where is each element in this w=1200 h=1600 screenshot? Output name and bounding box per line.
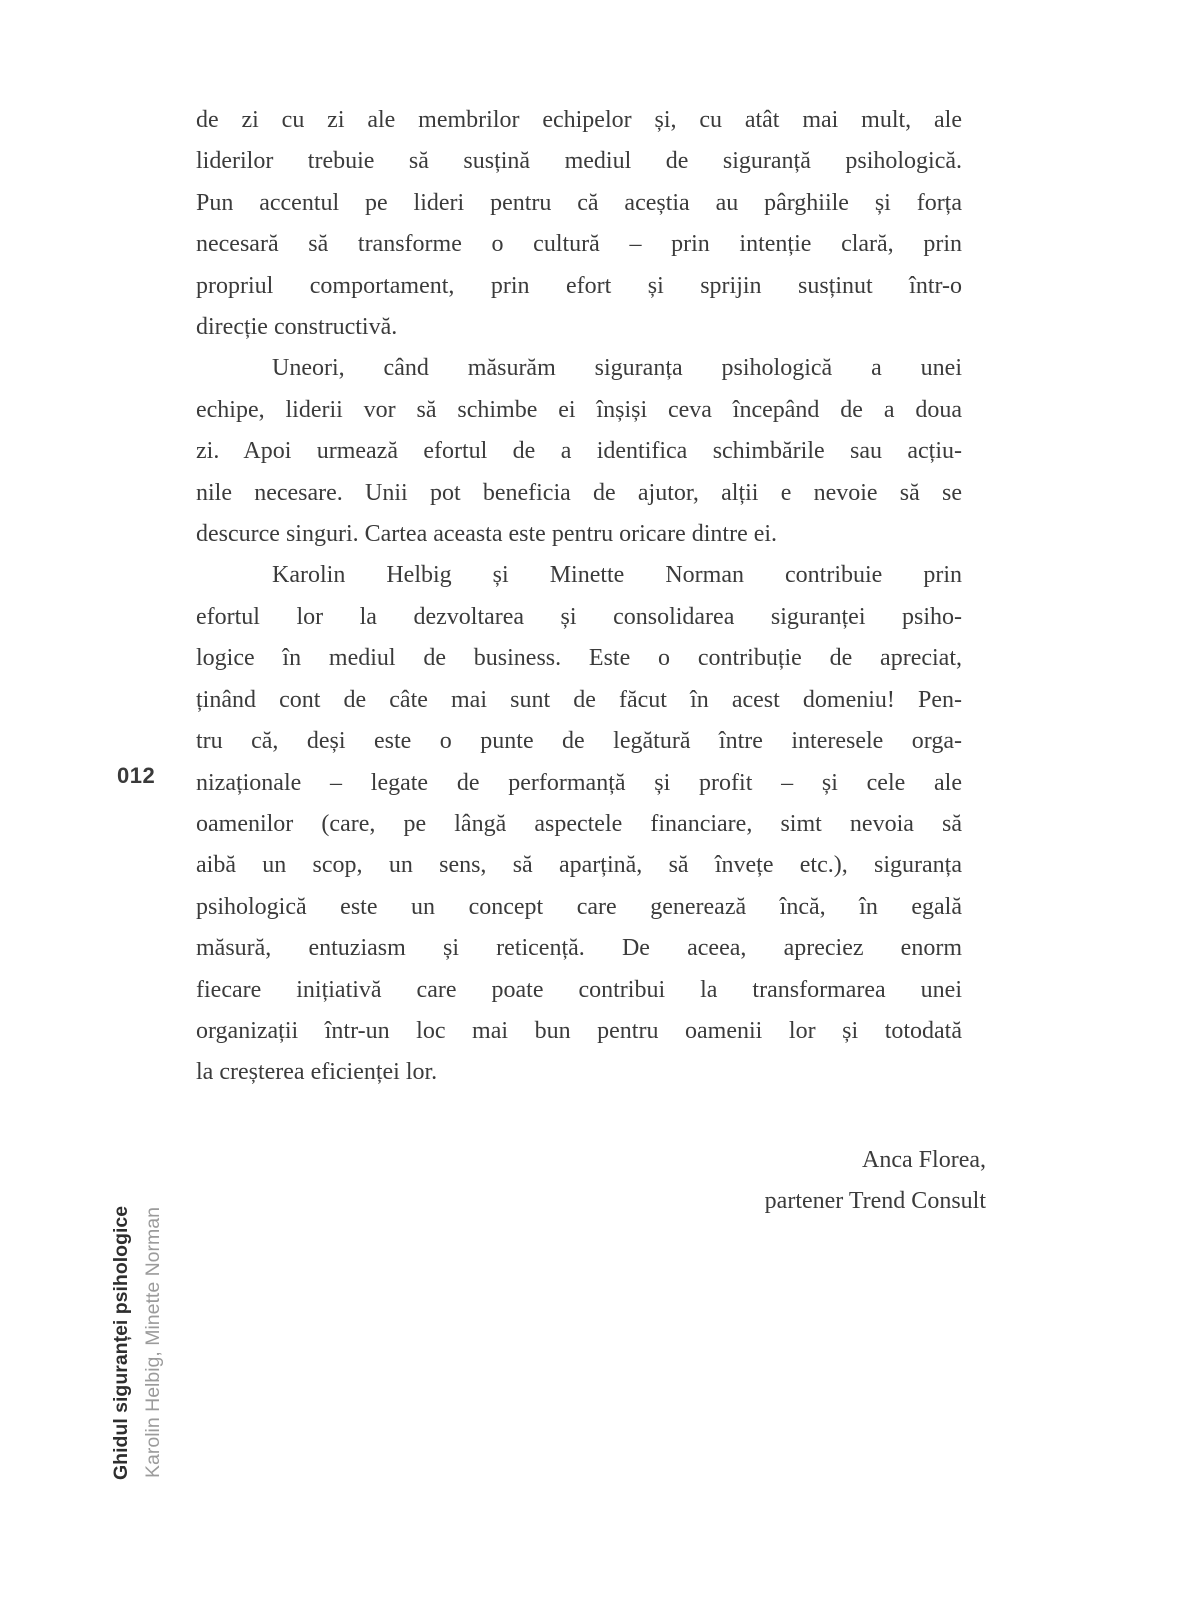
book-title-vertical: Ghidul siguranței psihologice — [110, 1205, 132, 1480]
body-text — [196, 100, 962, 1094]
book-authors-vertical: Karolin Helbig, Minette Norman — [142, 1207, 164, 1478]
text-line: nizaționale – legate de performanță și profit – și cele ale — [196, 769, 962, 796]
text-line: tru că, deși este o punte de legătură între interesele orga- — [196, 728, 962, 755]
text-line: propriul comportament, prin efort și sprijin susținut într-o — [196, 272, 962, 299]
text-line: descurce singuri. Cartea aceasta este pentru oricare dintre ei. — [196, 521, 778, 548]
text-line: liderilor trebuie să susțină mediul de siguranță psihologică. — [196, 148, 962, 175]
text-line: efortul lor la dezvoltarea și consolidarea siguranței psiho- — [196, 603, 962, 630]
text-line: necesară să transforme o cultură – prin intenție clară, prin — [196, 231, 962, 258]
text-line: măsură, entuziasm și reticență. De aceea, apreciez enorm — [196, 935, 962, 962]
text-line: de zi cu zi ale membrilor echipelor și, cu atât mai mult, ale — [196, 107, 962, 133]
text-line: fiecare inițiativă care poate contribui la transformarea unei — [196, 976, 962, 1003]
text-line: echipe, liderii vor să schimbe ei înșiși ceva începând de a doua — [196, 396, 962, 423]
text-line: nile necesare. Unii pot beneficia de ajutor, alții e nevoie să se — [196, 479, 962, 506]
text-line: Pun accentul pe lideri pentru că aceștia au pârghiile și forța — [196, 189, 962, 216]
text-line: ținând cont de câte mai sunt de făcut în acest domeniu! Pen- — [196, 686, 962, 713]
text-line: la creșterea eficienței lor. — [196, 1059, 438, 1086]
text-line: logice în mediul de business. Este o contribuție de apreciat, — [196, 645, 962, 672]
text-line: Uneori, când măsurăm siguranța psihologică a unei — [272, 355, 962, 382]
text-line: Karolin Helbig și Minette Norman contribuie prin — [272, 562, 962, 589]
signature-block — [196, 1140, 986, 1223]
signature-line: partener Trend Consult — [764, 1188, 986, 1215]
text-line: aibă un scop, un sens, să aparțină, să învețe etc.), siguranța — [196, 852, 962, 879]
text-line: direcție constructivă. — [196, 314, 398, 341]
text-line: organizații într-un loc mai bun pentru oamenii lor și totodată — [196, 1017, 962, 1044]
text-line: zi. Apoi urmează efortul de a identifica schimbările sau acțiu- — [196, 438, 962, 465]
text-line: oamenilor (care, pe lângă aspectele financiare, simt nevoia să — [196, 810, 962, 837]
text-line: psihologică este un concept care generează încă, în egală — [196, 893, 962, 920]
signature-line: Anca Florea, — [862, 1147, 986, 1173]
page-number: 012 — [117, 763, 156, 788]
